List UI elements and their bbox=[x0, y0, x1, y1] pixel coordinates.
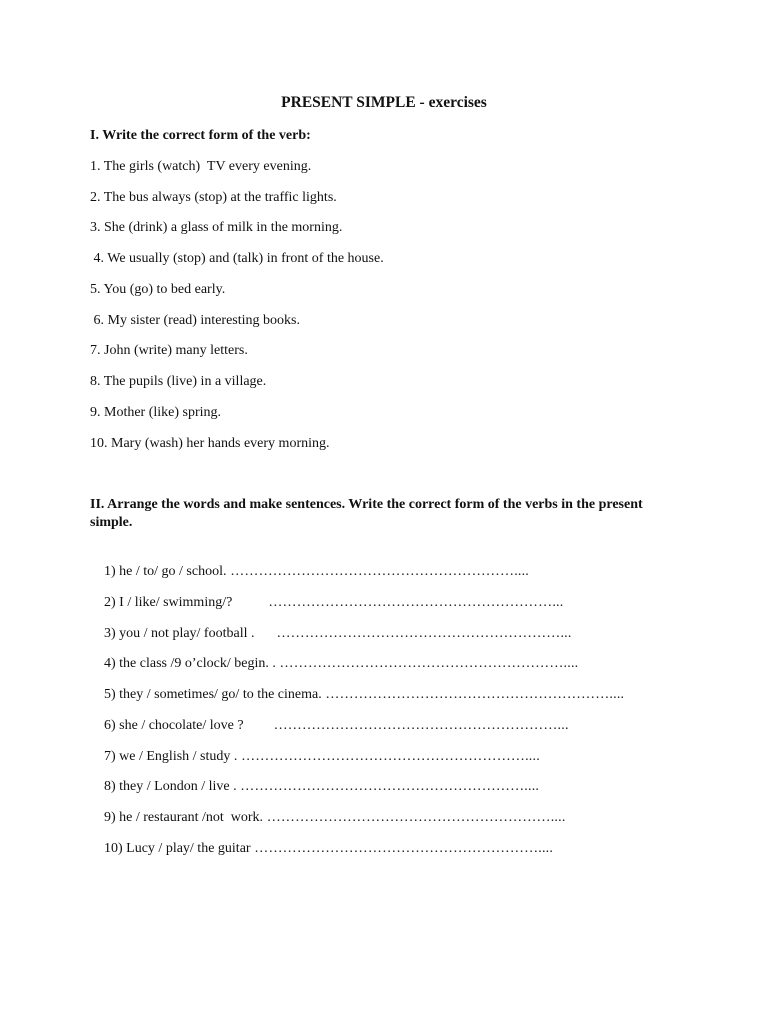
exercise-1-item: 1. The girls (watch) TV every evening. bbox=[90, 159, 312, 174]
exercise-1-item: 9. Mother (like) spring. bbox=[90, 405, 222, 420]
answer-blank[interactable]: …………………………………………………….... bbox=[237, 749, 540, 764]
exercise-1-item: 4. We usually (stop) and (talk) in front of the house. bbox=[90, 251, 384, 266]
exercise-2-prompt: 4) the class /9 o’clock/ begin. . bbox=[104, 656, 276, 671]
answer-blank[interactable]: ……………………………………………………... bbox=[276, 626, 572, 641]
answer-blank[interactable]: …………………………………………………….... bbox=[226, 564, 529, 579]
exercise-2-prompt: 3) you / not play/ football . bbox=[104, 626, 255, 641]
exercise-2-prompt: 8) they / London / live . bbox=[104, 779, 237, 794]
exercise-1-item: 5. You (go) to bed early. bbox=[90, 282, 226, 297]
answer-blank[interactable]: …………………………………………………….... bbox=[275, 656, 579, 671]
answer-blank[interactable]: …………………………………………………….... bbox=[321, 687, 625, 702]
exercise-2-prompt: 1) he / to/ go / school. bbox=[104, 564, 227, 579]
section-1-heading: I. Write the correct form of the verb: bbox=[90, 128, 311, 143]
answer-blank[interactable]: …………………………………………………….... bbox=[263, 810, 566, 825]
exercise-2-item bbox=[90, 822, 553, 876]
exercise-2-prompt: 7) we / English / study . bbox=[104, 749, 238, 764]
exercise-2-prompt: 6) she / chocolate/ love ? bbox=[104, 718, 244, 733]
answer-blank[interactable]: ……………………………………………………... bbox=[268, 595, 564, 610]
exercise-2-prompt: 10) Lucy / play/ the guitar bbox=[104, 841, 251, 856]
exercise-2-prompt: 9) he / restaurant /not work. bbox=[104, 810, 264, 825]
exercise-1-item: 8. The pupils (live) in a village. bbox=[90, 374, 267, 389]
answer-blank[interactable]: …………………………………………………….... bbox=[250, 841, 554, 856]
page-title: PRESENT SIMPLE - exercises bbox=[281, 94, 487, 111]
answer-blank[interactable]: …………………………………………………….... bbox=[236, 779, 540, 794]
exercise-1-item: 7. John (write) many letters. bbox=[90, 343, 248, 358]
section-2-heading: II. Arrange the words and make sentences. Write the correct form of the verbs in the present simple. bbox=[90, 497, 643, 530]
exercise-2-prompt: 5) they / sometimes/ go/ to the cinema. bbox=[104, 687, 322, 702]
exercise-1-item: 2. The bus always (stop) at the traffic lights. bbox=[90, 190, 337, 205]
answer-blank[interactable]: ……………………………………………………... bbox=[273, 718, 569, 733]
exercise-1-item: 6. My sister (read) interesting books. bbox=[90, 313, 300, 328]
exercise-1-item: 10. Mary (wash) her hands every morning. bbox=[90, 436, 330, 451]
exercise-2-prompt: 2) I / like/ swimming/? bbox=[104, 595, 233, 610]
exercise-1-item: 3. She (drink) a glass of milk in the morning. bbox=[90, 220, 343, 235]
